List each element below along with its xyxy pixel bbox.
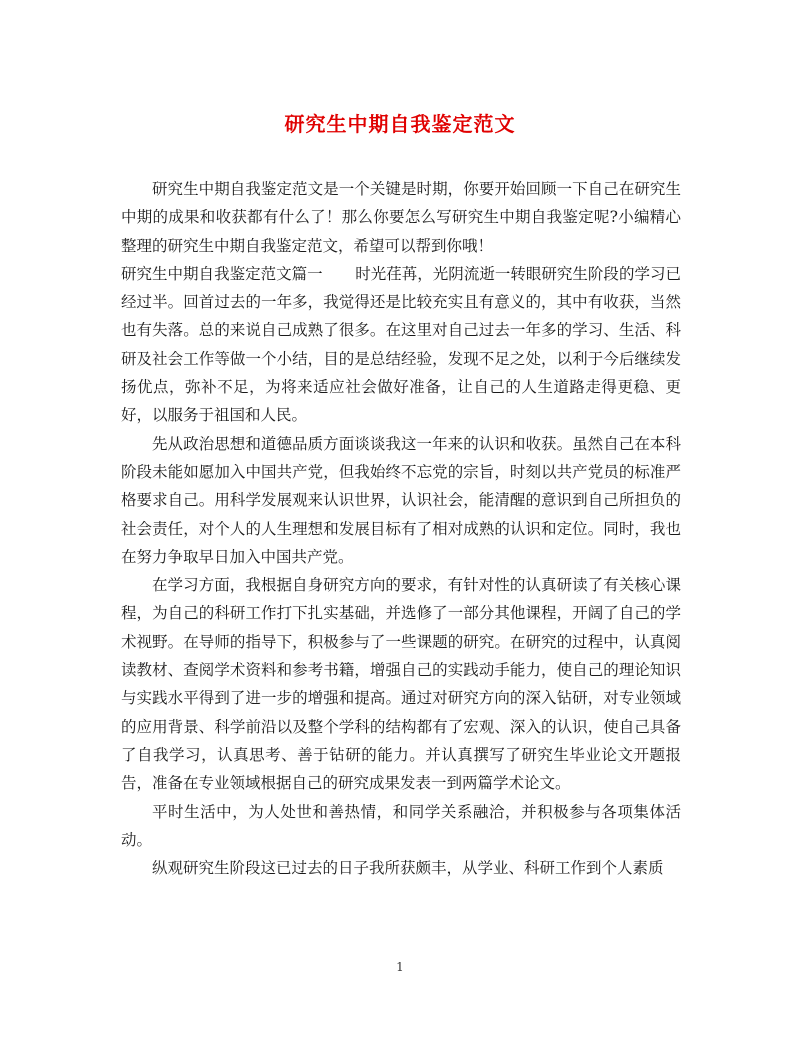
body-paragraph-life: 平时生活中，为人处世和善热情，和同学关系融洽，并积极参与各项集体活动。: [121, 802, 681, 849]
body-paragraph-politics: 先从政治思想和道德品质方面谈谈我这一年来的认识和收获。虽然自己在本科阶段未能如愿加入中国共产党，但我始终不忘党的宗旨，时刻以共产党员的标准严格要求自己。用科学发展观来认识世界，认识社会，能清醒的意识到自己所担负的社会责任，对个人的人生理想和发展目标有了相对成熟的认识和定位。同时，我也在努力争取早日加入中国共产党。: [121, 434, 681, 566]
section-paragraph: [121, 260, 681, 430]
section-first-text: 时光荏苒，光阴流逝一转眼研究生阶段的学习已经过半。回首过去的一年多，我觉得还是比较充实且有意义的，其中有收获，当然也有失落。总的来说自己成熟了很多。在这里对自己过去一年多的学习、生活、科研及社会工作等做一个小结，目的是总结经验，发现不足之处，以利于今后继续发扬优点，弥补不足，为将来适应社会做好准备，让自己的人生道路走得更稳、更好，以服务于祖国和人民。: [121, 264, 681, 425]
body-paragraph-summary: 纵观研究生阶段这已过去的日子我所获颇丰，从学业、科研工作到个人素质: [152, 859, 664, 878]
intro-paragraph: 研究生中期自我鉴定范文是一个关键是时期，你要开始回顾一下自己在研究生中期的成果和收获都有什么了！那么你要怎么写研究生中期自我鉴定呢?小编精心整理的研究生中期自我鉴定范文，希望可以帮到你哦！: [121, 180, 681, 255]
page-number: 1: [396, 960, 404, 974]
document-title: 研究生中期自我鉴定范文: [284, 112, 516, 136]
document-body: [121, 175, 681, 882]
section-heading: 研究生中期自我鉴定范文篇一: [121, 264, 323, 283]
body-paragraph-study: 在学习方面，我根据自身研究方向的要求，有针对性的认真研读了有关核心课程，为自己的科研工作打下扎实基础，并选修了一部分其他课程，开阔了自己的学术视野。在导师的指导下，积极参与了一些课题的研究。在研究的过程中，认真阅读教材、查阅学术资料和参考书籍，增强自己的实践动手能力，使自己的理论知识与实践水平得到了进一步的增强和提高。通过对研究方向的深入钻研，对专业领域的应用背景、科学前沿以及整个学科的结构都有了宏观、深入的认识，使自己具备了自我学习，认真思考、善于钻研的能力。并认真撰写了研究生毕业论文开题报告，准备在专业领域根据自己的研究成果发表一到两篇学术论文。: [121, 576, 681, 793]
